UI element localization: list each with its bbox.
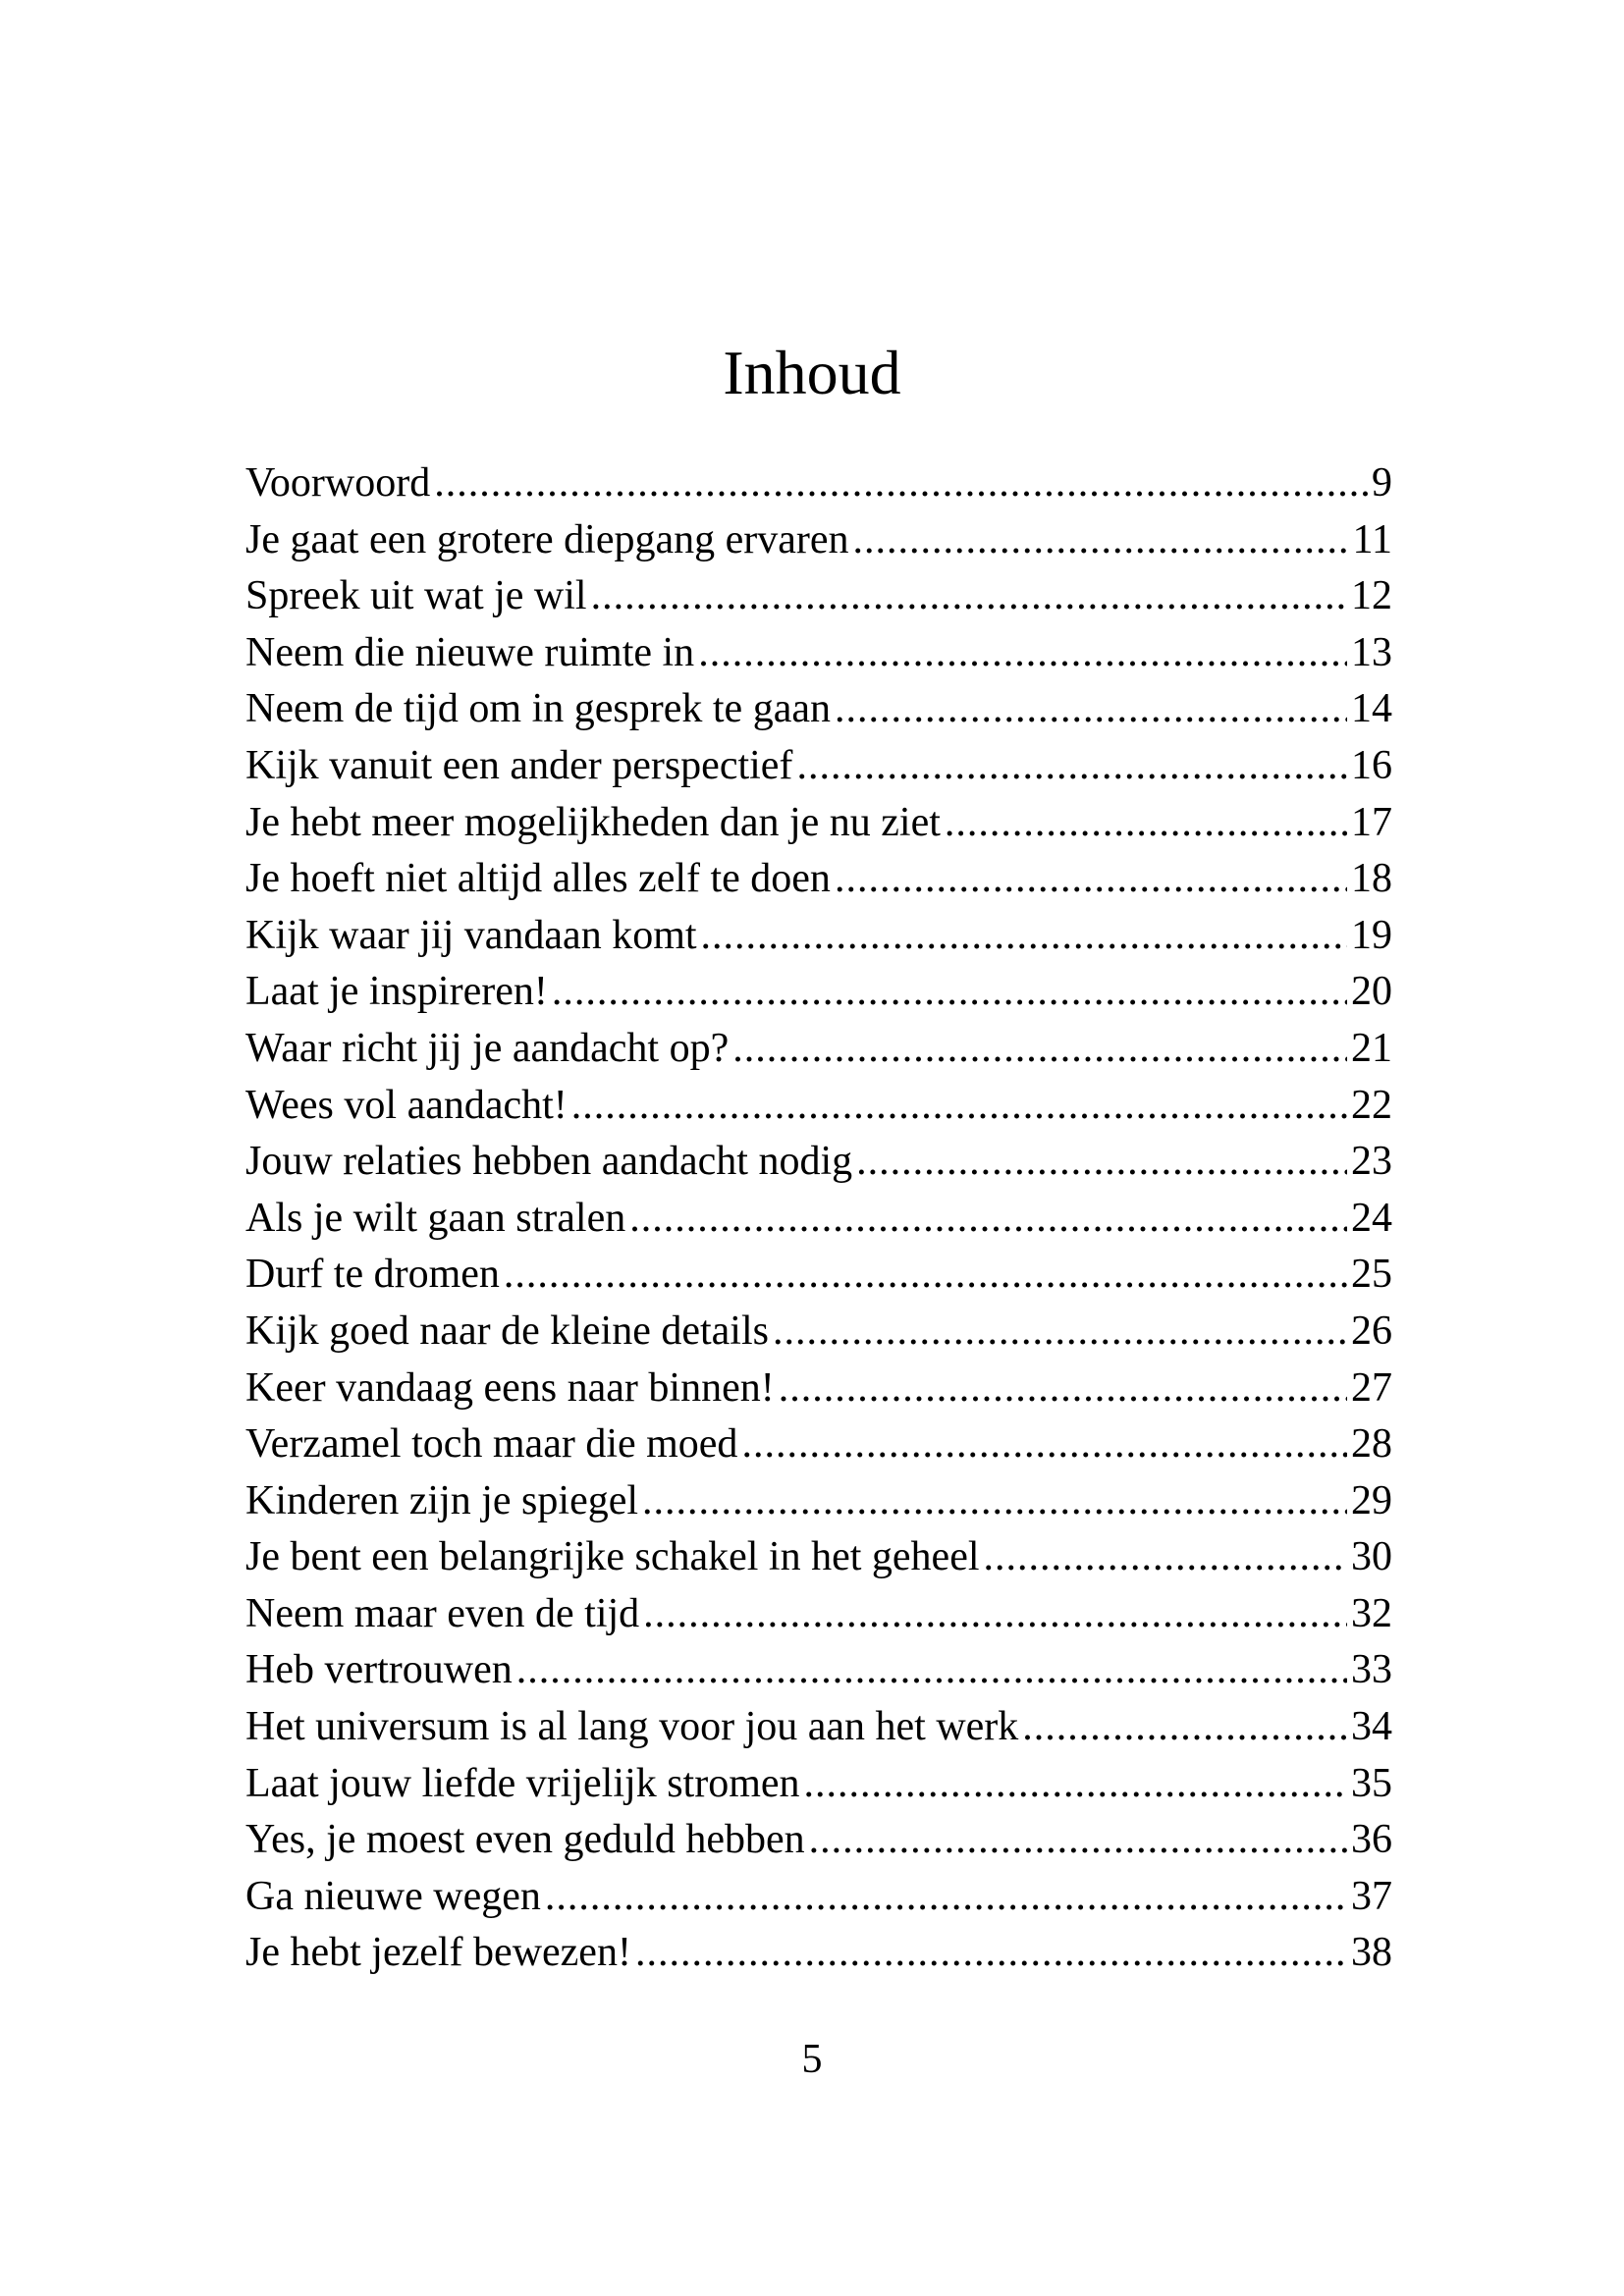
toc-entry-page: 18 bbox=[1351, 856, 1392, 902]
toc-dot-leader bbox=[856, 1134, 1347, 1191]
toc-entry-title: Ga nieuwe wegen bbox=[245, 1873, 541, 1919]
toc-entry bbox=[245, 851, 1392, 908]
toc-entry-title: Kijk waar jij vandaan komt bbox=[245, 912, 697, 958]
toc-entry-title: Yes, je moest even geduld hebben bbox=[245, 1817, 805, 1863]
toc-entry bbox=[245, 625, 1392, 682]
toc-entry bbox=[245, 1642, 1392, 1699]
toc-dot-leader bbox=[732, 1021, 1347, 1078]
toc-dot-leader bbox=[552, 964, 1347, 1021]
toc-entry-title: Keer vandaag eens naar binnen! bbox=[245, 1364, 775, 1411]
toc-entry-title: Je gaat een grotere diepgang ervaren bbox=[245, 516, 849, 562]
toc-entry-title: Kinderen zijn je spiegel bbox=[245, 1477, 639, 1523]
toc-entry-title: Als je wilt gaan stralen bbox=[245, 1195, 626, 1241]
toc-entry-page: 14 bbox=[1351, 686, 1392, 732]
toc-entry-page: 32 bbox=[1351, 1590, 1392, 1636]
toc-entry bbox=[245, 738, 1392, 795]
toc-entry bbox=[245, 1699, 1392, 1756]
toc-entry bbox=[245, 1021, 1392, 1078]
toc-dot-leader bbox=[516, 1642, 1347, 1699]
toc-entry-title: Je hoeft niet altijd alles zelf te doen bbox=[245, 856, 831, 902]
toc-dot-leader bbox=[635, 1925, 1347, 1982]
toc-entry-title: Laat je inspireren! bbox=[245, 969, 548, 1015]
toc-dot-leader bbox=[643, 1586, 1347, 1643]
toc-entry bbox=[245, 455, 1392, 512]
toc-dot-leader bbox=[698, 625, 1347, 682]
toc-entry-page: 22 bbox=[1351, 1082, 1392, 1128]
toc-entry-title: Neem die nieuwe ruimte in bbox=[245, 629, 695, 675]
toc-entry-page: 24 bbox=[1351, 1195, 1392, 1241]
toc-entry-title: Spreek uit wat je wil bbox=[245, 573, 587, 619]
toc-dot-leader bbox=[853, 512, 1349, 569]
toc-entry bbox=[245, 1756, 1392, 1813]
toc-entry-title: Neem maar even de tijd bbox=[245, 1590, 640, 1636]
toc-entry-page: 21 bbox=[1351, 1025, 1392, 1071]
toc-entry bbox=[245, 964, 1392, 1021]
toc-entry-page: 9 bbox=[1372, 460, 1392, 506]
toc-entry-page: 17 bbox=[1351, 799, 1392, 845]
table-of-contents bbox=[245, 455, 1392, 1982]
toc-entry-title: Je hebt jezelf bewezen! bbox=[245, 1930, 631, 1976]
toc-entry-page: 35 bbox=[1351, 1760, 1392, 1806]
toc-dot-leader bbox=[545, 1869, 1347, 1926]
toc-entry bbox=[245, 1586, 1392, 1643]
toc-dot-leader bbox=[779, 1361, 1347, 1417]
toc-entry bbox=[245, 1191, 1392, 1248]
toc-dot-leader bbox=[701, 908, 1347, 965]
toc-entry-page: 13 bbox=[1351, 629, 1392, 675]
toc-dot-leader bbox=[571, 1078, 1347, 1135]
toc-entry-page: 34 bbox=[1351, 1704, 1392, 1750]
toc-entry-title: Voorwoord bbox=[245, 460, 431, 506]
page-number: 5 bbox=[801, 2037, 823, 2082]
toc-entry-page: 19 bbox=[1351, 912, 1392, 958]
toc-dot-leader bbox=[835, 681, 1347, 738]
toc-entry-title: Kijk vanuit een ander perspectief bbox=[245, 742, 793, 788]
toc-entry-title: Heb vertrouwen bbox=[245, 1647, 513, 1693]
toc-dot-leader bbox=[1022, 1699, 1347, 1756]
toc-entry-page: 23 bbox=[1351, 1139, 1392, 1185]
toc-dot-leader bbox=[629, 1191, 1347, 1248]
toc-entry-page: 33 bbox=[1351, 1647, 1392, 1693]
toc-dot-leader bbox=[835, 851, 1347, 908]
toc-entry-title: Laat jouw liefde vrijelijk stromen bbox=[245, 1760, 800, 1806]
toc-entry bbox=[245, 1078, 1392, 1135]
toc-entry-page: 37 bbox=[1351, 1873, 1392, 1919]
toc-entry-page: 11 bbox=[1352, 516, 1392, 562]
toc-entry-title: Waar richt jij je aandacht op? bbox=[245, 1025, 730, 1071]
toc-entry bbox=[245, 1247, 1392, 1304]
toc-entry-title: Durf te dromen bbox=[245, 1252, 500, 1298]
toc-entry-page: 16 bbox=[1351, 742, 1392, 788]
toc-entry-title: Het universum is al lang voor jou aan het werk bbox=[245, 1704, 1019, 1750]
toc-entry bbox=[245, 568, 1392, 625]
toc-entry-title: Verzamel toch maar die moed bbox=[245, 1421, 738, 1468]
toc-entry-page: 12 bbox=[1351, 573, 1392, 619]
page-title: Inhoud bbox=[723, 338, 901, 407]
toc-entry bbox=[245, 1473, 1392, 1530]
toc-entry-page: 20 bbox=[1351, 969, 1392, 1015]
toc-dot-leader bbox=[642, 1473, 1347, 1530]
toc-entry bbox=[245, 1361, 1392, 1417]
toc-dot-leader bbox=[591, 568, 1347, 625]
toc-entry-title: Je bent een belangrijke schakel in het geheel bbox=[245, 1534, 980, 1580]
toc-entry-page: 28 bbox=[1351, 1421, 1392, 1468]
toc-entry bbox=[245, 1925, 1392, 1982]
toc-entry-page: 36 bbox=[1351, 1817, 1392, 1863]
toc-dot-leader bbox=[504, 1247, 1347, 1304]
toc-entry bbox=[245, 512, 1392, 569]
toc-entry bbox=[245, 908, 1392, 965]
toc-entry-title: Je hebt meer mogelijkheden dan je nu ziet bbox=[245, 799, 941, 845]
toc-dot-leader bbox=[773, 1304, 1347, 1361]
toc-entry bbox=[245, 1416, 1392, 1473]
toc-entry-page: 38 bbox=[1351, 1930, 1392, 1976]
toc-entry bbox=[245, 681, 1392, 738]
toc-dot-leader bbox=[804, 1756, 1348, 1813]
toc-entry-title: Wees vol aandacht! bbox=[245, 1082, 568, 1128]
toc-entry-title: Neem de tijd om in gesprek te gaan bbox=[245, 686, 831, 732]
toc-dot-leader bbox=[984, 1529, 1347, 1586]
toc-entry bbox=[245, 1812, 1392, 1869]
toc-entry-page: 26 bbox=[1351, 1308, 1392, 1354]
toc-entry-title: Jouw relaties hebben aandacht nodig bbox=[245, 1139, 853, 1185]
toc-dot-leader bbox=[945, 795, 1347, 852]
toc-entry-title: Kijk goed naar de kleine details bbox=[245, 1308, 769, 1354]
toc-entry bbox=[245, 795, 1392, 852]
toc-entry-page: 29 bbox=[1351, 1477, 1392, 1523]
toc-entry-page: 30 bbox=[1351, 1534, 1392, 1580]
toc-entry bbox=[245, 1529, 1392, 1586]
toc-dot-leader bbox=[809, 1812, 1347, 1869]
toc-dot-leader bbox=[741, 1416, 1347, 1473]
toc-entry bbox=[245, 1869, 1392, 1926]
toc-entry-page: 25 bbox=[1351, 1252, 1392, 1298]
toc-dot-leader bbox=[434, 455, 1368, 512]
toc-dot-leader bbox=[796, 738, 1347, 795]
toc-entry-page: 27 bbox=[1351, 1364, 1392, 1411]
toc-entry bbox=[245, 1134, 1392, 1191]
toc-entry bbox=[245, 1304, 1392, 1361]
